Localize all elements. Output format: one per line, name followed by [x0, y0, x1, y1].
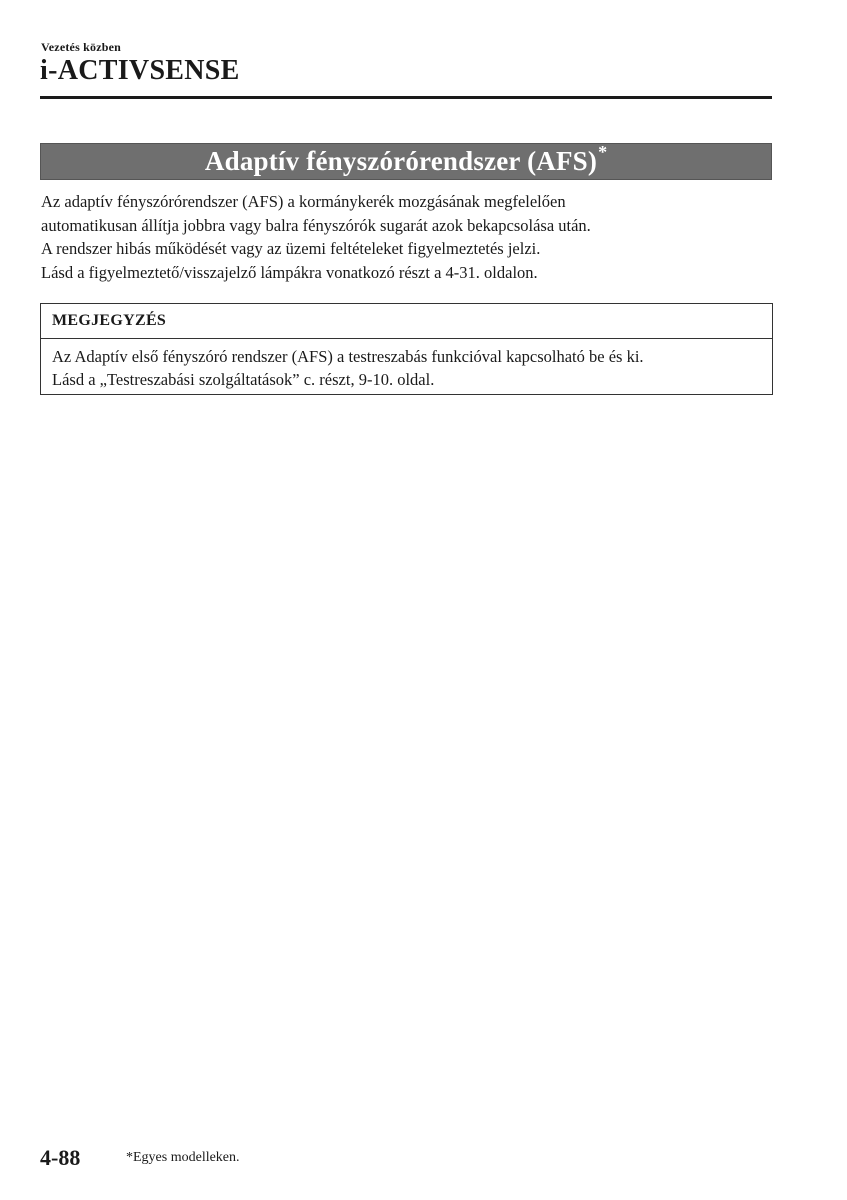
chapter-label: Vezetés közben [41, 40, 122, 54]
page-number: 4-88 [40, 1145, 81, 1170]
title-divider [40, 96, 772, 99]
footnote-marker: * [598, 142, 608, 162]
topic-heading-bar [40, 143, 772, 180]
section-title: i-ACTIVSENSE [40, 55, 240, 86]
note-line: Az Adaptív első fényszóró rendszer (AFS) a testreszabás funkcióval kapcsolható be és ki. [52, 347, 644, 366]
note-body [41, 339, 772, 391]
body-paragraph [41, 190, 773, 284]
body-line: automatikusan állítja jobbra vagy balra fényszórók sugarát azok bekapcsolása után. [41, 215, 591, 235]
body-line: A rendszer hibás működését vagy az üzemi feltételeket figyelmeztetés jelzi. [41, 239, 541, 258]
note-line: Lásd a „Testreszabási szolgáltatások” c. részt, 9-10. oldal. [52, 370, 435, 389]
note-box [40, 303, 773, 395]
footnote: *Egyes modelleken. [126, 1150, 240, 1165]
note-title: MEGJEGYZÉS [41, 304, 772, 339]
body-line: Az adaptív fényszórórendszer (AFS) a kormánykerék mozgásának megfelelően [41, 192, 566, 211]
topic-heading: Adaptív fényszórórendszer (AFS) [204, 146, 598, 176]
body-line: Lásd a figyelmeztető/visszajelző lámpákra vonatkozó részt a 4-31. oldalon. [41, 262, 538, 282]
